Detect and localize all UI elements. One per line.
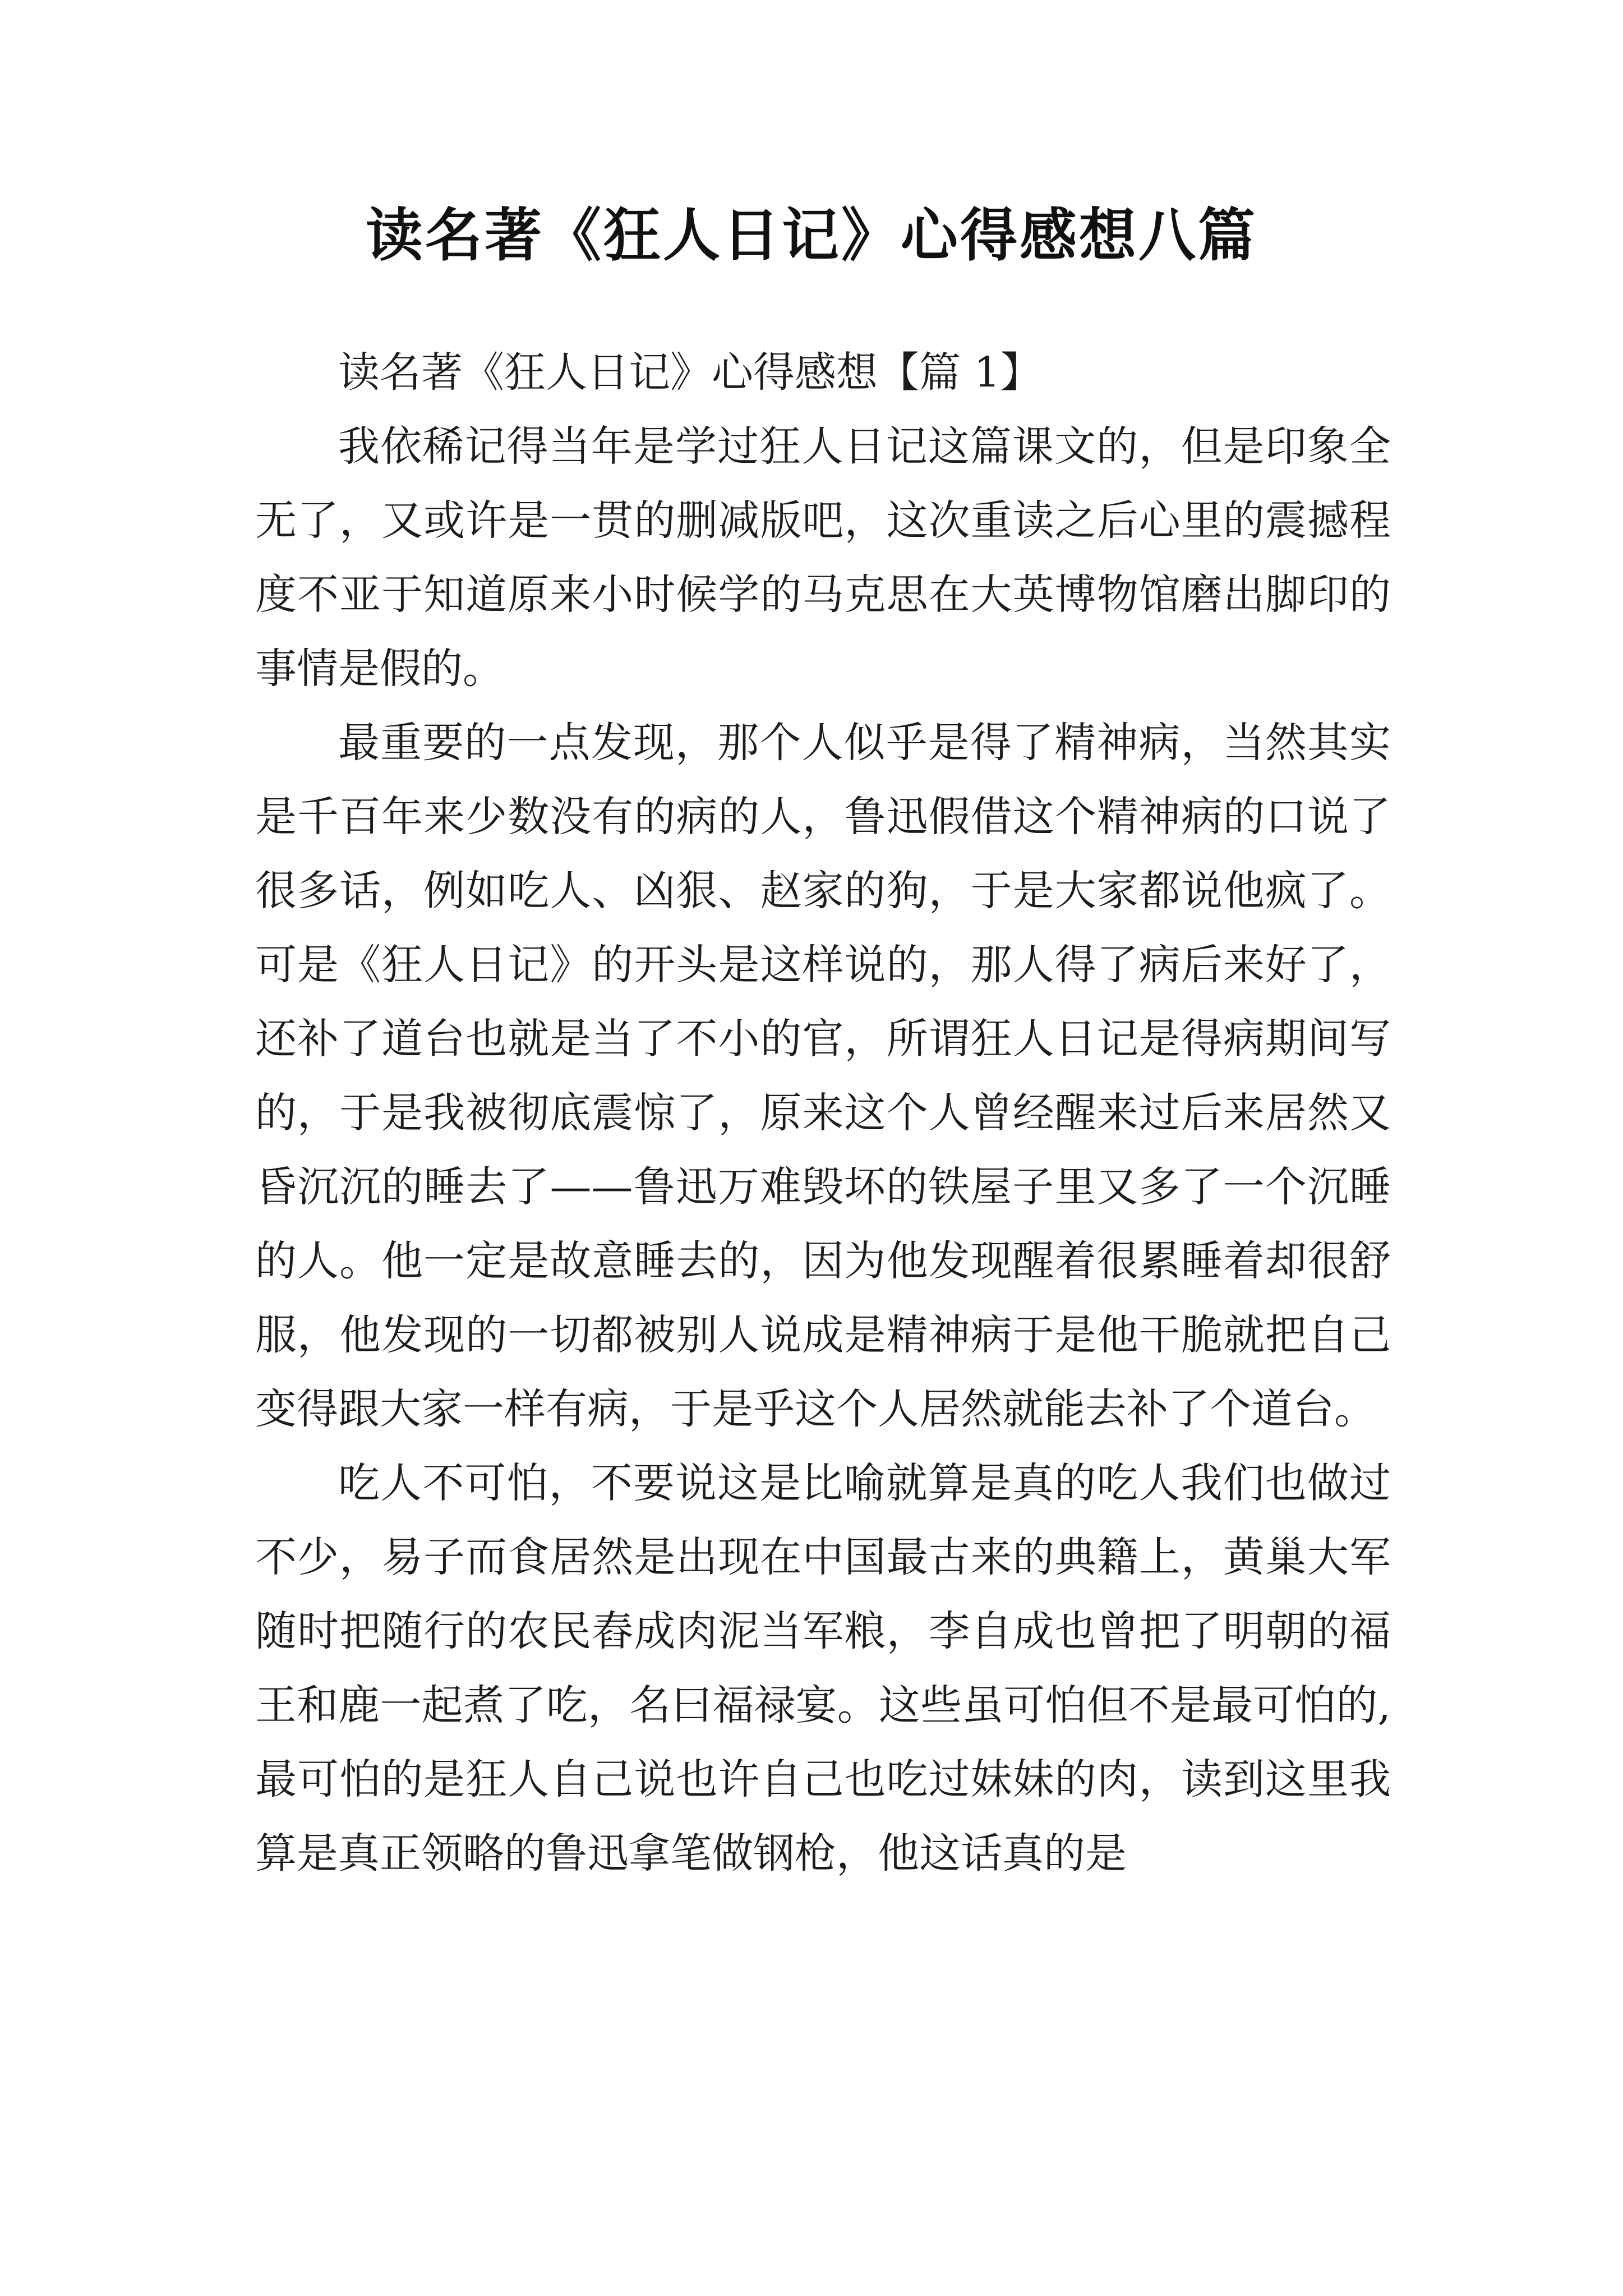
document-body <box>255 335 1391 1890</box>
paragraph-2: 最重要的一点发现，那个人似乎是得了精神病，当然其实是千百年来少数没有的病的人，鲁迅假借这个精神病的口说了很多话，例如吃人、凶狠、赵家的狗，于是大家都说他疯了。可是《狂人日记》的开头是这样说的，那人得了病后来好了，还补了道台也就是当了不小的官，所谓狂人日记是得病期间写的，于是我被彻底震惊了，原来这个人曾经醒来过后来居然又昏沉沉的睡去了——鲁迅万难毁坏的铁屋子里又多了一个沉睡的人。他一定是故意睡去的，因为他发现醒着很累睡着却很舒服，他发现的一切都被别人说成是精神病于是他干脆就把自己变得跟大家一样有病，于是乎这个人居然就能去补了个道台。 <box>255 719 1391 1433</box>
document-title: 读名著《狂人日记》心得感想八篇 <box>366 202 1257 269</box>
paragraph-1: 我依稀记得当年是学过狂人日记这篇课文的，但是印象全无了，又或许是一贯的删减版吧，这次重读之后心里的震撼程度不亚于知道原来小时候学的马克思在大英博物馆磨出脚印的事情是假的。 <box>255 422 1391 693</box>
section-heading: 读名著《狂人日记》心得感想【篇 1】 <box>338 348 1042 397</box>
paragraph-3: 吃人不可怕，不要说这是比喻就算是真的吃人我们也做过不少，易子而食居然是出现在中国最古来的典籍上，黄巢大军随时把随行的农民舂成肉泥当军粮，李自成也曾把了明朝的福王和鹿一起煮了吃，名曰福禄宴。这些虽可怕但不是最可怕的,最可怕的是狂人自己说也许自己也吃过妹妹的肉，读到这里我算是真正领略的鲁迅拿笔做钢枪，他这话真的是 <box>255 1459 1391 1878</box>
